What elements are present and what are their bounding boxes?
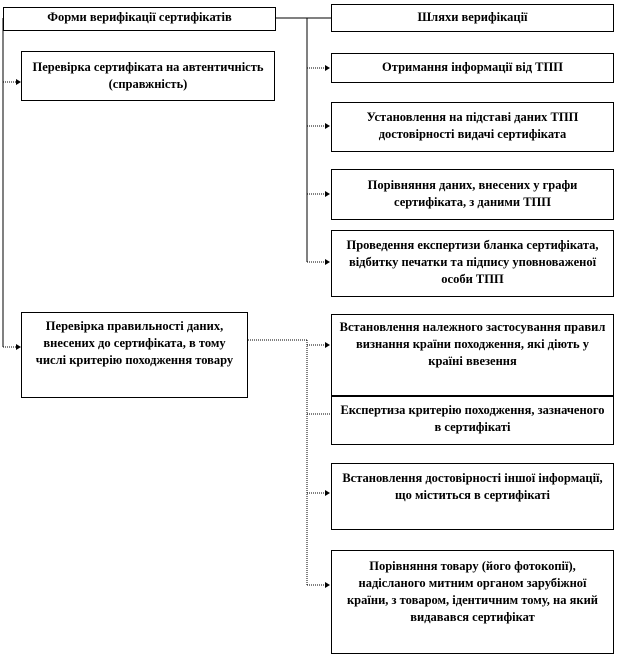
way-other-info-text: Встановлення достовірності іншої інформації, що міститься в сертифікаті — [342, 471, 603, 502]
way-compare-data-box — [331, 169, 614, 220]
way-origin-criterion-text: Експертиза критерію походження, зазначеного в сертифікаті — [340, 403, 605, 434]
way-issue-authenticity-text: Установлення на підставі даних ТПП достовірності видачі сертифіката — [366, 110, 579, 141]
way-compare-data-text: Порівняння даних, внесених у графи сертифіката, з даними ТПП — [367, 178, 578, 209]
way-other-info-box — [331, 463, 614, 530]
way-compare-goods-text: Порівняння товару (його фотокопії), надісланого митним органом зарубіжної країни, з товаром, ідентичним тому, на який видавався сертифікат — [346, 559, 598, 624]
way-compare-goods-box — [331, 550, 614, 654]
way-issue-authenticity-box — [331, 102, 614, 152]
way-expertise-form-text: Проведення експертизи бланка сертифіката, відбитку печатки та підпису уповноваженої особи ТПП — [346, 238, 599, 286]
form-data-correctness-box — [21, 312, 248, 398]
way-origin-criterion-box — [331, 396, 614, 445]
forms-title-box — [3, 7, 276, 31]
way-origin-rules-box — [331, 314, 614, 396]
ways-title-box — [331, 4, 614, 32]
ways-title-text: Шляхи верифікації — [417, 10, 528, 24]
form-data-correctness-text: Перевірка правильності даних, внесених до сертифіката, в тому числі критерію походження товару — [35, 319, 234, 367]
form-authenticity-text: Перевірка сертифіката на автентичність (справжність) — [32, 60, 264, 91]
way-tpp-info-box — [331, 53, 614, 83]
forms-title-text: Форми верифікації сертифікатів — [47, 10, 232, 24]
way-expertise-form-box — [331, 230, 614, 297]
form-authenticity-box — [21, 51, 275, 101]
way-origin-rules-text: Встановлення належного застосування правил визнання країни походження, які діють у країні ввезення — [339, 320, 606, 368]
way-tpp-info-text: Отримання інформації від ТПП — [382, 60, 563, 74]
